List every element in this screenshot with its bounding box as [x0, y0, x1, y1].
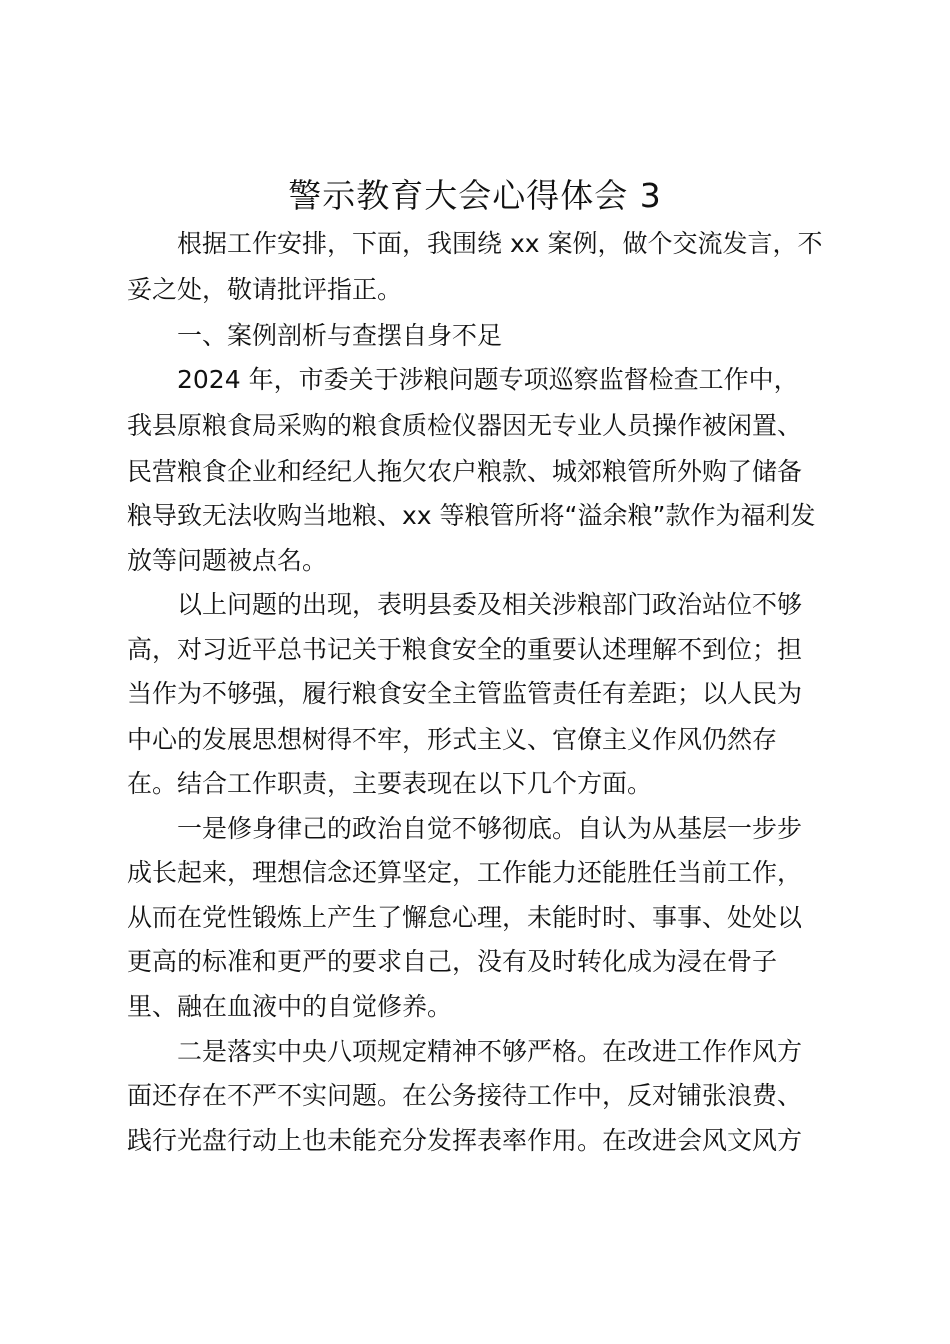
text-line: 民营粮食企业和经纪人拖欠农户粮款、城郊粮管所外购了储备: [127, 457, 803, 486]
text-line: 践行光盘行动上也未能充分发挥表率作用。在改进会风文风方: [127, 1126, 803, 1155]
text-line: 在。结合工作职责，主要表现在以下几个方面。: [127, 769, 653, 798]
text-line: 一是修身律己的政治自觉不够彻底。自认为从基层一步步: [177, 814, 803, 843]
text-line: 放等问题被点名。: [127, 546, 328, 575]
text-line: 我县原粮食局采购的粮食质检仪器因无专业人员操作被闲置、: [127, 411, 803, 440]
text-line: 妥之处，敬请批评指正。: [127, 275, 403, 304]
document-title: 警示教育大会心得体会 3: [288, 176, 662, 215]
text-line: 中心的发展思想树得不牢，形式主义、官僚主义作风仍然存: [127, 725, 778, 754]
text-line: 根据工作安排，下面，我围绕 xx 案例，做个交流发言，不: [177, 229, 823, 258]
text-line: 面还存在不严不实问题。在公务接待工作中，反对铺张浪费、: [127, 1081, 803, 1110]
section-heading: 一、案例剖析与查摆自身不足: [177, 321, 503, 350]
text-line: 高，对习近平总书记关于粮食安全的重要认述理解不到位；担: [127, 635, 803, 664]
text-line: 粮导致无法收购当地粮、xx 等粮管所将“溢余粮”款作为福利发: [127, 501, 816, 530]
text-line: 成长起来，理想信念还算坚定，工作能力还能胜任当前工作，: [127, 858, 803, 887]
text-line: 更高的标准和更严的要求自己，没有及时转化成为浸在骨子: [127, 947, 778, 976]
text-line: 以上问题的出现，表明县委及相关涉粮部门政治站位不够: [177, 590, 803, 619]
text-line: 二是落实中央八项规定精神不够严格。在改进工作作风方: [177, 1037, 803, 1066]
text-line: 2024 年，市委关于涉粮问题专项巡察监督检查工作中，: [177, 365, 799, 394]
text-line: 从而在党性锻炼上产生了懈怠心理，未能时时、事事、处处以: [127, 903, 803, 932]
text-line: 里、融在血液中的自觉修养。: [127, 992, 453, 1021]
text-line: 当作为不够强，履行粮食安全主管监管责任有差距；以人民为: [127, 679, 803, 708]
